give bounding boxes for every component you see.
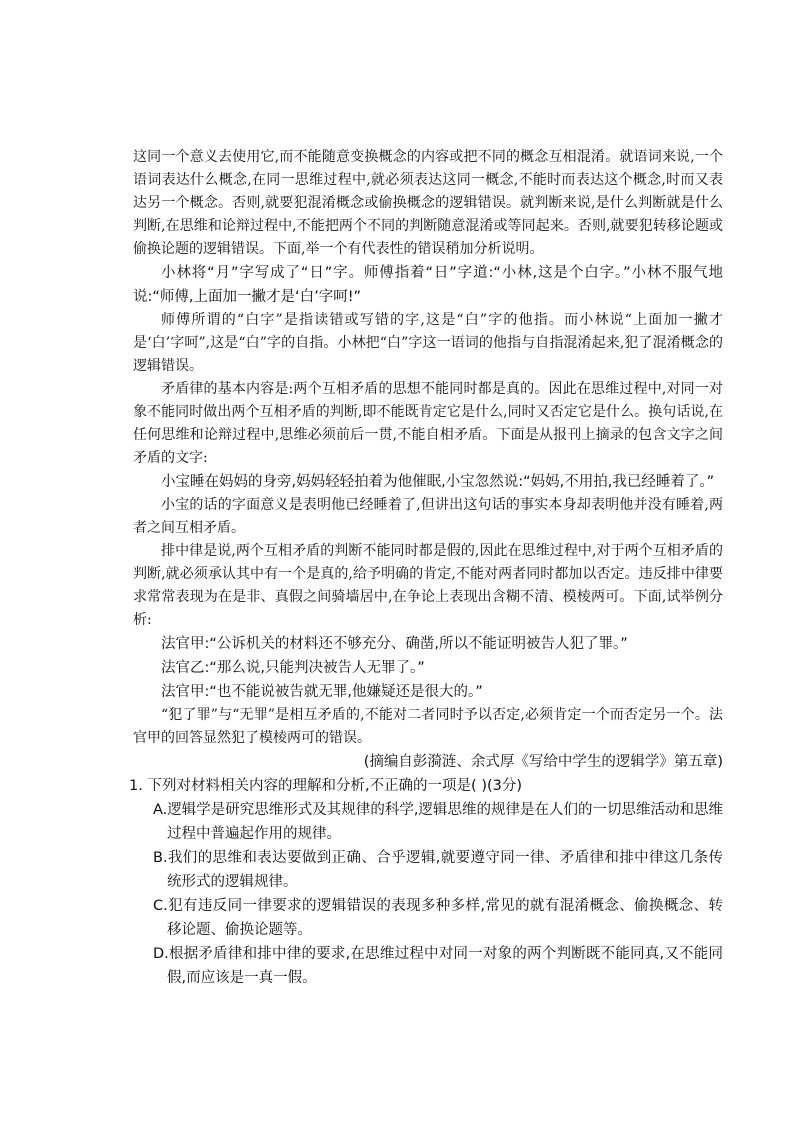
source-citation: (摘编自彭漪涟、余式厚《写给中学生的逻辑学》第五章) [363,754,723,770]
paragraph-analysis-judges: “犯了罪”与“无罪”是相互矛盾的,不能对二者同时予以否定,必须肯定一个而否定另一个。法官甲的回答显然犯了模棱两可的错误。 [133,707,723,746]
paragraph-excluded-middle-law: 排中律是说,两个互相矛盾的判断不能同时都是假的,因此在思维过程中,对于两个互相矛盾的判断,就必须承认其中有一个是真的,给予明确的肯定,不能对两者同时都加以否定。违反排中律要求常常表现为在是非、真假之间骑墙居中,在争论上表现出含糊不清、模棱两可。下面,试举例分析: [133,543,723,628]
paragraph-contradiction-law: 矛盾律的基本内容是:两个互相矛盾的思想不能同时都是真的。因此在思维过程中,对同一对象不能同时做出两个互相矛盾的判断,即不能既肯定它是什么,同时又否定它是什么。换句话说,在任何思维和论辩过程中,思维必须前后一贯,不能自相矛盾。下面是从报刊上摘录的包含文字之间矛盾的文字: [133,381,723,466]
paragraph-example-xiaobao: 小宝睡在妈妈的身旁,妈妈轻轻拍着为他催眠,小宝忽然说:“妈妈,不用拍,我已经睡着了。” [161,474,715,490]
option-c[interactable]: C.犯有违反同一律要求的逻辑错误的表现多种多样,常见的就有混淆概念、偷换概念、转移论题、偷换论题等。 [153,898,723,938]
paragraph-example-xiaolin: 小林将“月”字写成了“日”字。师傅指着“日”字道:“小林,这是个白字。”小林不服气地说:“师傅,上面加一撇才是‘白’字呵!” [133,265,723,305]
option-a[interactable]: A.逻辑学是研究思维形式及其规律的科学,逻辑思维的规律是在人们的一切思维活动和思维过程中普遍起作用的规律。 [153,802,723,842]
dialog-judge-a-2: 法官甲:“也不能说被告就无罪,他嫌疑还是很大的。” [161,684,483,700]
option-d[interactable]: D.根据矛盾律和排中律的要求,在思维过程中对同一对象的两个判断既不能同真,又不能同假,而应该是一真一假。 [153,946,723,986]
option-b[interactable]: B.我们的思维和表达要做到正确、合乎逻辑,就要遵守同一律、矛盾律和排中律这几条传统形式的逻辑规律。 [153,850,723,890]
dialog-judge-b: 法官乙:“那么说,只能判决被告人无罪了。” [161,660,425,676]
dialog-judge-a-1: 法官甲:“公诉机关的材料还不够充分、确凿,所以不能证明被告人犯了罪。” [161,636,628,652]
passage-body [129,146,723,990]
paragraph-identity-law: 这同一个意义去使用它,而不能随意变换概念的内容或把不同的概念互相混淆。就语词来说,一个语词表达什么概念,在同一思维过程中,就必须表达这同一概念,不能时而表达这个概念,时而又表达另一个概念。否则,就要犯混淆概念或偷换概念的逻辑错误。就判断来说,是什么判断就是什么判断,在思维和论辩过程中,不能把两个不同的判断随意混淆或等同起来。否则,就要犯转移论题或偷换论题的逻辑错误。下面,举一个有代表性的错误稍加分析说明。 [133,149,723,257]
question-stem: 1. 下列对材料相关内容的理解和分析,不正确的一项是( )(3分) [129,778,523,794]
paragraph-analysis-xiaolin: 师傅所谓的“白字”是指读错或写错的字,这是“白”字的他指。而小林说“上面加一撇才是‘白’字呵”,这是“白”字的自指。小林把“白”字这一语词的他指与自指混淆起来,犯了混淆概念的逻辑错误。 [133,312,723,374]
paragraph-analysis-xiaobao: 小宝的话的字面意义是表明他已经睡着了,但讲出这句话的事实本身却表明他并没有睡着,两者之间互相矛盾。 [133,497,723,536]
